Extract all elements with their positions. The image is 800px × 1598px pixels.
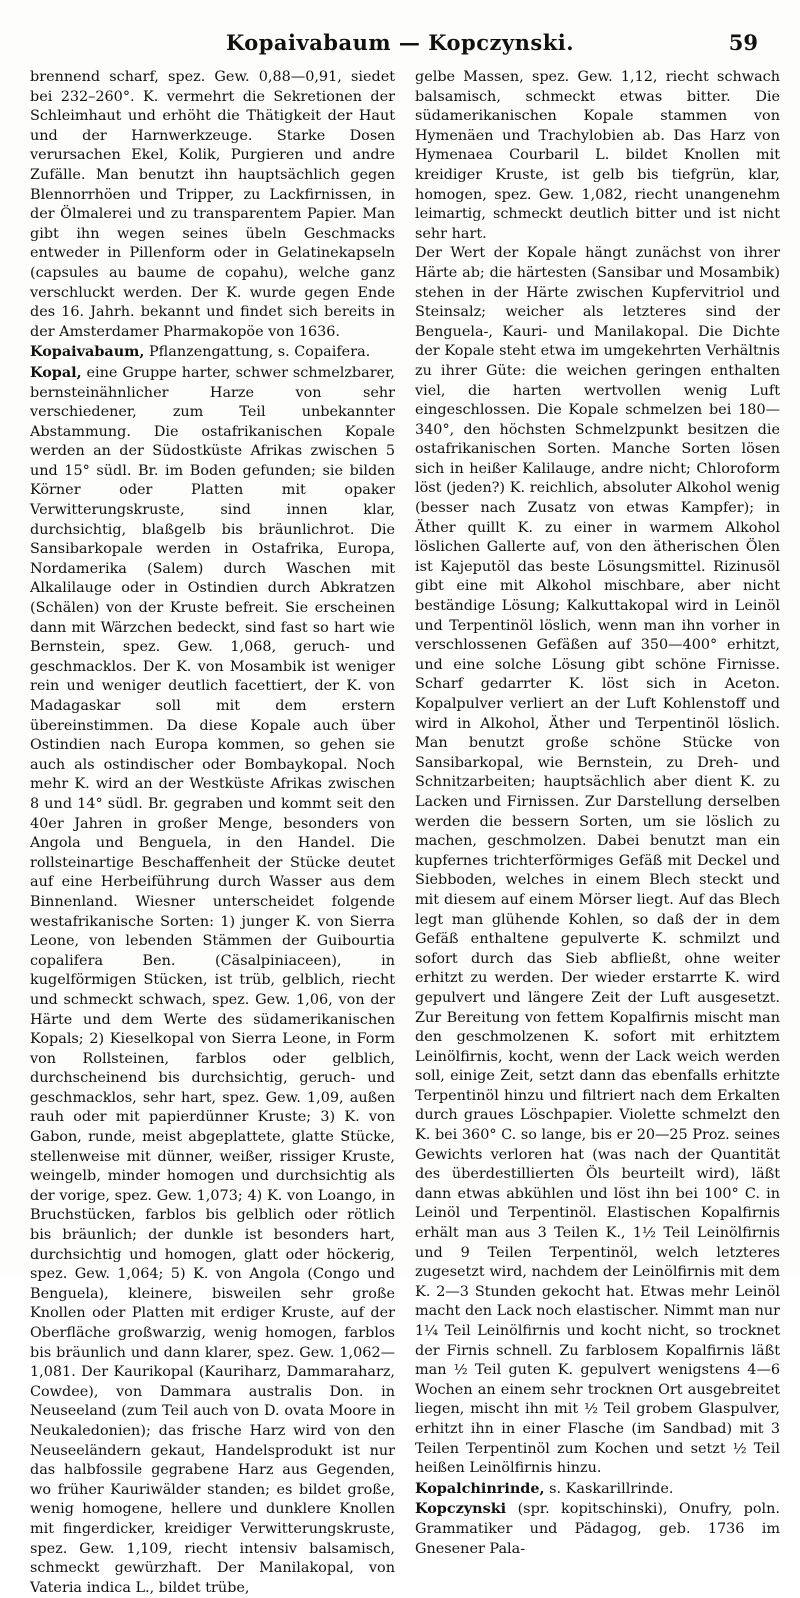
running-header-title: Kopaivabaum — Kopczynski. — [225, 30, 575, 55]
kopal-value-paragraph: Der Wert der Kopale hängt zunächst von ihrer Härte ab; die härtesten (Sansibar und Mosambik) stehen in der Härte zwischen Kupfervitriol und Steinsalz; weicher als letzteres sind der Benguela-, Kauri- und Manilakopal. Die Dichte der Kopale steht etwa im umgekehrten Verhältnis zu ihrer Güte: die weichen geringen enthalten viel, die harten wertvollen wenig Luft eingeschlossen. Die Kopale schmelzen bei 180—340°, den höchsten Schmelzpunkt besitzen die ostafrikanischen Sorten. Manche Sorten lösen sich in heißer Kalilauge, andre nicht; Chloroform löst (jeden?) K. reichlich, absoluter Alkohol wenig (besser nach Zusatz von etwas Kampfer); in Äther quillt K. zu einer in warmem Alkohol löslichen Gallerte auf, von den ätherischen Ölen ist Kajeputöl das beste Lösungsmittel. Rizinusöl gibt eine mit Alkohol mischbare, aber nicht beständige Lösung; Kalkuttakopal wird in Leinöl und Terpentinöl löslich, wenn man ihn vorher in verschlossenen Gefäßen auf 350—400° erhitzt, und eine solche Lösung gibt schöne Firnisse. Scharf gedarrter K. löst sich in Aceton. Kopalpulver verliert an der Luft Kohlenstoff und wird in Alkohol, Äther und Terpentinöl löslich. Man benutzt große schöne Stücke von Sansibarkopal, wie Bernstein, zu Dreh- und Schnitzarbeiten; hauptsächlich aber dient K. zu Lacken und Firnissen. Zur Darstellung derselben werden die bessern Sorten, um sie löslich zu machen, geschmolzen. Dabei benutzt man ein kupfernes trichterförmiges Gefäß mit Deckel und Siebboden, welches in einem Blech steckt und mit diesem auf einem Mörser liegt. Auf das Blech legt man glühende Kohlen, so daß der in dem Gefäß enthaltene gepulverte K. schmilzt und sofort durch das Sieb abfließt, ohne weiter erhitzt zu werden. Der wieder erstarrte K. wird gepulvert und längere Zeit der Luft ausgesetzt. Zur Bereitung von fettem Kopalfirnis mischt man den geschmolzenen K. sofort mit erhitztem Leinölfirnis, kocht, wenn der Lack weich werden soll, einige Zeit, setzt dann das ebenfalls erhitzte Terpentinöl hinzu und filtriert nach dem Erkalten durch graues Löschpapier. Violette schmelzt den K. bei 360° C. so lange, bis er 20—25 Proz. seines Gewichts verloren hat (was nach der Quantität des überdestillierten Öls beurteilt wird), läßt dann etwas abkühlen und löst ihn bei 100° C. in Leinöl und Terpentinöl. Elastischen Kopalfirnis erhält man aus 3 Teilen K., 1½ Teil Leinölfirnis und 9 Teilen Terpentinöl, welch letzteres zugesetzt wird, nachdem der Leinölfirnis mit dem K. 2—3 Stunden gekocht hat. Etwas mehr Leinöl macht den Lack noch elastischer. Nimmt man nur 1¼ Teil Leinölfirnis und kocht nicht, so trocknet der Firnis schnell. Zu farblosem Kopalfirnis läßt man ½ Teil guten K. gepulvert wenigstens 4—6 Wochen an einem sehr trocknen Ort ausgebreitet liegen, mischt ihn mit ½ Teil grobem Glaspulver, erhitzt ihn in einer Flasche (im Sandbad) mit 3 Teilen Terpentinöl zum Kochen und setzt ½ Teil heißen Leinölfirnis hinzu. — [415, 245, 780, 1477]
entry-kopczynski-text: (spr. kopitschinski), Onufry, poln. Grammatiker und Pädagog, geb. 1736 im Gnesener Pala- — [415, 1501, 780, 1557]
lemma-kopalchinrinde: Kopalchinrinde, — [415, 1479, 545, 1497]
left-column — [30, 68, 395, 1598]
lemma-kopczynski: Kopczynski — [415, 1500, 507, 1518]
entry-kopalchinrinde-text: s. Kaskarillrinde. — [544, 1480, 674, 1497]
entry-continuation-paragraph: brennend scharf, spez. Gew. 0,88—0,91, siedet bei 232–260°. K. vermehrt die Sekretionen der Schleimhaut und erhöht die Thätigkeit der Haut und der Harnwerkzeuge. Starke Dosen verursachen Ekel, Kolik, Purgieren und andre Zufälle. Man benutzt ihn hauptsächlich gegen Blennorrhöen und Tripper, zu Lackfirnissen, in der Ölmalerei und zu transparentem Papier. Man gibt ihn wegen seines übeln Geschmacks entweder in Pillenform oder in Gelatinekapseln (capsules au baume de copahu), welche ganz verschluckt werden. Der K. wurde gegen Ende des 16. Jahrh. bekannt und findet sich bereits in der Amsterdamer Pharmakopöe von 1636. — [30, 69, 395, 340]
kopal-continuation-paragraph: gelbe Massen, spez. Gew. 1,12, riecht schwach balsamisch, schmeckt etwas bitter. Die südamerikanischen Kopale stammen von Hymenäen und Trachylobien ab. Das Harz von Hymenaea Courbaril L. bildet Knollen mit kreidiger Kruste, ist gelb bis tiefgrün, klar, homogen, spez. Gew. 1,082, riecht unangenehm leimartig, schmeckt deutlich bitter und ist nicht sehr hart. — [415, 69, 780, 242]
entry-kopaivabaum — [30, 342, 395, 363]
entry-kopalchinrinde — [415, 1479, 780, 1500]
entry-kopal-text: eine Gruppe harter, schwer schmelzbarer, bernsteinähnlicher Harze von sehr verschiedener, zum Teil unbekannter Abstammung. Die ostafrikanischen Kopale werden an der Südostküste Afrikas zwischen 5 und 15° südl. Br. im Boden gefunden; sie bilden Körner oder Platten mit opaker Verwitterungskruste, sind innen klar, durchsichtig, blaßgelb bis bräunlichrot. Die Sansibarkopale werden in Ostafrika, Europa, Nordamerika (Salem) durch Waschen mit Alkalilauge oder in Ostindien durch Abkratzen (Schälen) von der Kruste befreit. Sie erscheinen dann mit Wärzchen bedeckt, sind fast so hart wie Bernstein, spez. Gew. 1,068, geruch- und geschmacklos. Der K. von Mosambik ist weniger rein und weniger deutlich facettiert, der K. von Madagaskar soll mit dem erstern übereinstimmen. Da diese Kopale auch über Ostindien nach Europa kommen, so gehen sie auch als ostindischer oder Bombaykopal. Noch mehr K. wird an der Westküste Afrikas zwischen 8 und 14° südl. Br. gegraben und kommt seit den 40er Jahren in großer Menge, besonders von Angola und Benguela, in den Handel. Die rollsteinartige Beschaffenheit der Stücke deutet auf eine Herbeiführung durch Wasser aus dem Binnenland. Wiesner unterscheidet folgende westafrikanische Sorten: 1) junger K. von Sierra Leone, von lebenden Stämmen der Guibourtia copalifera Ben. (Cäsalpiniaceen), in kugelförmigen Stücken, ist trüb, gelblich, riecht und schmeckt schwach, spez. Gew. 1,06, von der Härte und dem Werte des südamerikanischen Kopals; 2) Kieselkopal von Sierra Leone, in Form von Rollsteinen, farblos oder gelblich, durchscheinend bis durchsichtig, geruch- und geschmacklos, sehr hart, spez. Gew. 1,09, außen rauh oder mit papierdünner Kruste; 3) K. von Gabon, runde, meist abgeplattete, glatte Stücke, stellenweise mit dünner, weißer, rissiger Kruste, weingelb, minder homogen und durchsichtig als der vorige, spez. Gew. 1,073; 4) K. von Loango, in Bruchstücken, farblos bis gelblich oder rötlich bis bräunlich; der dunkle ist besonders hart, durchsichtig und homogen, glatt oder höckerig, spez. Gew. 1,064; 5) K. von Angola (Congo und Benguela), kleinere, bisweilen sehr große Knollen oder Platten mit erdiger Kruste, auf der Oberfläche großwarzig, wenig homogen, farblos bis bräunlich und dann klarer, spez. Gew. 1,062—1,081. Der Kaurikopal (Kauriharz, Dammaraharz, Cowdee), von Dammara australis Don. in Neuseeland (zum Teil auch von D. ovata Moore in Neukaledonien); das frische Harz wird von den Neuseeländern gekaut, Handelsprodukt ist nur das halbfossile gegrabene Harz aus Gegenden, wo früher Kauriwälder standen; es bildet große, wenig homogene, hellere und dunklere Knollen mit fingerdicker, kreidiger Verwitterungskruste, spez. Gew. 1,109, riecht intensiv balsamisch, schmeckt gewürzhaft. Der Manilakopal, von Vateria indica L., bildet trübe, — [30, 364, 395, 1596]
page-header — [30, 30, 770, 60]
right-column — [415, 68, 780, 1559]
lemma-kopaivabaum: Kopaivabaum, — [30, 343, 145, 361]
lemma-kopal: Kopal, — [30, 363, 82, 381]
entry-kopal — [30, 363, 395, 1598]
entry-kopczynski — [415, 1499, 780, 1559]
page-number: 59 — [728, 30, 758, 55]
entry-kopaivabaum-text: Pflanzengattung, s. Copaifera. — [144, 344, 371, 361]
